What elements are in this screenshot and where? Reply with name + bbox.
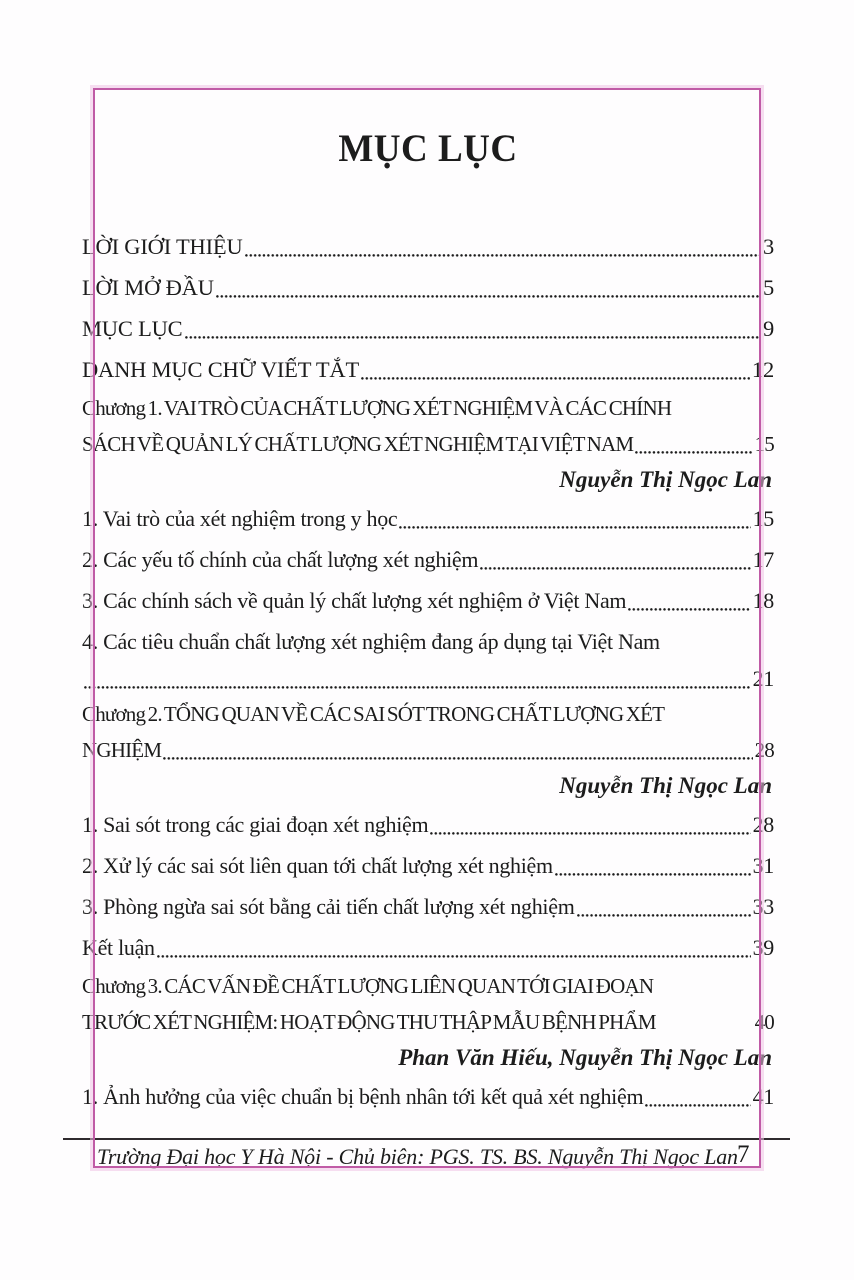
toc-content (82, 0, 774, 1117)
toc-page-number: 18 (752, 588, 774, 613)
toc-row (82, 886, 774, 927)
toc-page-number: 17 (752, 547, 774, 572)
toc-page-number: 28 (752, 812, 774, 837)
dots-leader (626, 580, 752, 621)
toc-entry-label: Kết luận (82, 935, 155, 960)
toc-page-number: 39 (752, 935, 774, 960)
toc-row (82, 427, 774, 461)
footer-credit: Trường Đại học Y Hà Nội - Chủ biên: PGS. TS. BS. Nguyễn Thị Ngọc Lan (97, 1144, 738, 1169)
toc-row (82, 390, 774, 427)
toc-row (82, 845, 774, 886)
toc-entry-label: DANH MỤC CHỮ VIẾT TẮT (82, 357, 360, 382)
toc-entry-label: NGHIỆM (82, 738, 162, 762)
toc-entry-label: 3. Phòng ngừa sai sót bằng cải tiến chất lượng xét nghiệm (82, 894, 575, 919)
toc-page-number: 33 (752, 894, 774, 919)
toc-row (82, 349, 774, 390)
toc-entry-label: Chương 3. CÁC VẤN ĐỀ CHẤT LƯỢNG LIÊN QUAN TỚI GIAI ĐOẠN (82, 974, 654, 998)
toc-row (82, 767, 774, 804)
dots-leader (214, 267, 763, 308)
toc-page-number: 31 (752, 853, 774, 878)
toc-entry-label: 1. Sai sót trong các giai đoạn xét nghiệm (82, 812, 429, 837)
toc-row (82, 804, 774, 845)
toc-list (82, 226, 774, 1117)
dots-leader (428, 804, 752, 845)
toc-row (82, 308, 774, 349)
toc-page-number: 5 (762, 275, 774, 300)
dots-leader (643, 1076, 752, 1117)
toc-entry-label: 1. Ảnh hưởng của việc chuẩn bị bệnh nhân tới kết quả xét nghiệm (82, 1084, 644, 1109)
toc-entry-label: MỤC LỤC (82, 316, 183, 341)
toc-page-number: 9 (762, 316, 774, 341)
dots-leader (183, 308, 763, 349)
toc-page-number: 15 (752, 506, 774, 531)
toc-author-name: Nguyễn Thị Ngọc Lan (559, 773, 772, 798)
toc-row (82, 1039, 774, 1076)
dots-leader (155, 927, 753, 968)
toc-row (82, 696, 774, 733)
toc-entry-label: TRƯỚC XÉT NGHIỆM: HOẠT ĐỘNG THU THẬP MẪU BỆNH PHẨM (82, 1010, 656, 1034)
toc-row (82, 1076, 774, 1117)
toc-entry-label: SÁCH VỀ QUẢN LÝ CHẤT LƯỢNG XÉT NGHIỆM TẠI VIỆT NAM (82, 432, 634, 456)
toc-row (82, 968, 774, 1005)
toc-row (82, 226, 774, 267)
toc-row (82, 267, 774, 308)
toc-page-number: 28 (754, 738, 774, 762)
toc-row (82, 498, 774, 539)
toc-author-name: Phan Văn Hiếu, Nguyễn Thị Ngọc Lan (398, 1045, 772, 1070)
leader-spacer (656, 1005, 755, 1039)
toc-entry-label: 1. Vai trò của xét nghiệm trong y học (82, 506, 398, 531)
page-title: MỤC LỤC (338, 127, 518, 170)
footer-page-number: 7 (737, 1141, 750, 1168)
dots-leader (397, 498, 752, 539)
toc-entry-label: Chương 2. TỔNG QUAN VỀ CÁC SAI SÓT TRONG CHẤT LƯỢNG XÉT (82, 702, 665, 726)
dots-leader (359, 349, 752, 390)
toc-entry-label: 4. Các tiêu chuẩn chất lượng xét nghiệm đang áp dụng tại Việt Nam (82, 629, 660, 654)
toc-page-number: 40 (754, 1010, 774, 1034)
toc-page-number: 41 (752, 1084, 774, 1109)
dots-leader (243, 226, 763, 267)
toc-row (82, 621, 774, 662)
toc-entry-label: Chương 1. VAI TRÒ CỦA CHẤT LƯỢNG XÉT NGHIỆM VÀ CÁC CHÍNH (82, 396, 672, 420)
toc-entry-label: 2. Các yếu tố chính của chất lượng xét nghiệm (82, 547, 479, 572)
toc-row (82, 539, 774, 580)
dots-leader (553, 845, 753, 886)
toc-row (82, 1005, 774, 1039)
footer-divider (63, 1138, 790, 1140)
toc-entry-label: LỜI GIỚI THIỆU (82, 234, 243, 259)
dots-leader (82, 662, 753, 696)
dots-leader (575, 886, 753, 927)
toc-entry-label: 2. Xử lý các sai sót liên quan tới chất lượng xét nghiệm (82, 853, 553, 878)
toc-row (82, 461, 774, 498)
dots-leader (161, 733, 754, 767)
toc-page-number: 15 (754, 432, 774, 456)
toc-page-number: 3 (762, 234, 774, 259)
toc-row (82, 733, 774, 767)
toc-author-name: Nguyễn Thị Ngọc Lan (559, 467, 772, 492)
toc-row (82, 662, 774, 696)
toc-page-number: 21 (752, 666, 774, 691)
toc-entry-label: LỜI MỞ ĐẦU (82, 275, 214, 300)
dots-leader (633, 427, 754, 461)
dots-leader (478, 539, 752, 580)
toc-page-number: 12 (751, 357, 774, 382)
toc-row (82, 580, 774, 621)
toc-row (82, 927, 774, 968)
toc-entry-label: 3. Các chính sách về quản lý chất lượng xét nghiệm ở Việt Nam (82, 588, 627, 613)
